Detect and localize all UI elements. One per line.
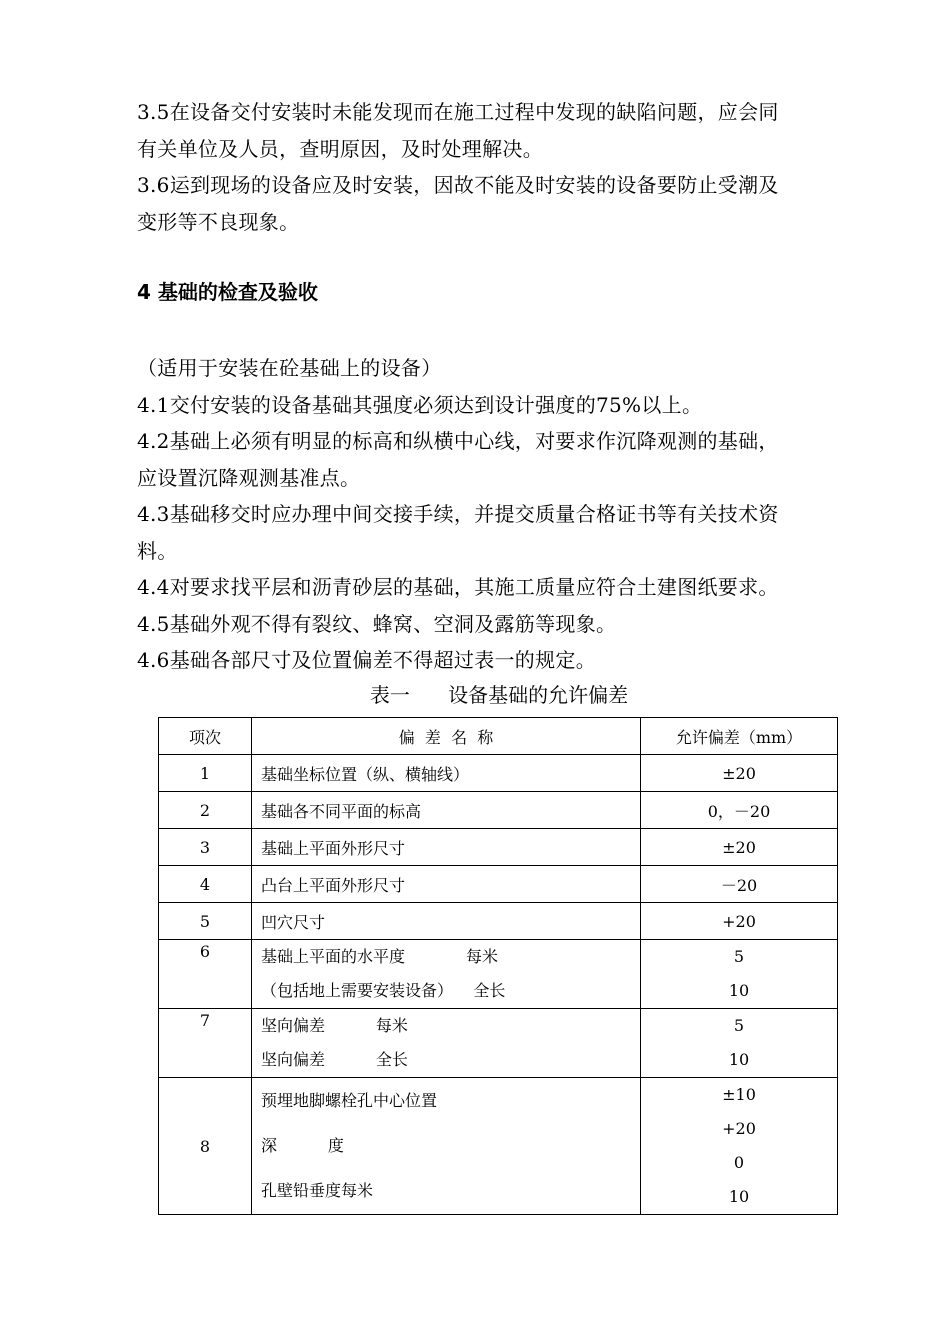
row-name-line: 预埋地脚螺栓孔中心位置 (261, 1091, 438, 1110)
row-name-line: （包括地上需要安装设备） 全长 (261, 981, 506, 1000)
body-line: 4.5基础外观不得有裂纹、蜂窝、空洞及露筋等现象。 (137, 611, 617, 636)
paragraph-line: 有关单位及人员，查明原因，及时处理解决。 (137, 137, 543, 161)
table-row (159, 829, 838, 866)
body-line: 4.6基础各部尺寸及位置偏差不得超过表一的规定。 (137, 648, 597, 672)
row-no: 3 (159, 829, 252, 866)
paragraph-line: 3.5在设备交付安装时未能发现而在施工过程中发现的缺陷问题，应会同 (137, 100, 779, 124)
row-name: 凹穴尺寸 (252, 903, 641, 940)
row-value-line: 5 (733, 1016, 745, 1035)
table-row (159, 1009, 838, 1078)
row-value: +20 (641, 903, 838, 940)
body-line: 4.1交付安装的设备基础其强度必须达到设计强度的75%以上。 (137, 392, 703, 417)
table-row (159, 1078, 838, 1215)
tolerance-table (158, 717, 838, 1215)
row-name-line: 孔壁铅垂度每米 (261, 1181, 374, 1200)
table-row (159, 903, 838, 940)
row-value (641, 940, 838, 1009)
row-value-line: ±10 (722, 1085, 756, 1104)
table-row (159, 940, 838, 1009)
row-no: 6 (159, 940, 252, 1009)
table-caption: 表一 设备基础的允许偏差 (369, 683, 629, 707)
row-name: 基础上平面外形尺寸 (252, 829, 641, 866)
row-value: ±20 (641, 755, 838, 792)
row-no: 4 (159, 866, 252, 903)
table-row (159, 792, 838, 829)
row-value (641, 1009, 838, 1078)
row-no: 7 (159, 1009, 252, 1078)
row-value-line: 0 (733, 1153, 745, 1172)
row-name-line: 坚向偏差 全长 (261, 1050, 408, 1069)
row-value: ±20 (641, 829, 838, 866)
row-value (641, 1078, 838, 1215)
row-name: 基础坐标位置（纵、横轴线） (252, 755, 641, 792)
row-value-line: +20 (722, 1119, 756, 1138)
paragraph-line: 变形等不良现象。 (137, 210, 300, 234)
row-name-line: 深 度 (261, 1136, 344, 1155)
row-no: 5 (159, 903, 252, 940)
row-value-line: 10 (728, 1050, 750, 1069)
paragraph-line: 3.6运到现场的设备应及时安装，因故不能及时安装的设备要防止受潮及 (137, 173, 779, 197)
header-deviation-name: 偏 差 名 称 (252, 718, 641, 755)
row-no: 2 (159, 792, 252, 829)
table-header-row (159, 718, 838, 755)
row-no: 8 (159, 1078, 252, 1215)
row-name: 凸台上平面外形尺寸 (252, 866, 641, 903)
row-value: 0，－20 (641, 792, 838, 829)
body-line: 4.2基础上必须有明显的标高和纵横中心线，对要求作沉降观测的基础， (137, 429, 779, 453)
row-name-line: 坚向偏差 每米 (261, 1016, 408, 1035)
body-line: （适用于安装在砼基础上的设备） (137, 356, 442, 380)
body-line: 4.4对要求找平层和沥青砂层的基础，其施工质量应符合土建图纸要求。 (137, 575, 779, 599)
row-value-line: 10 (728, 1187, 750, 1206)
header-allowed-deviation: 允许偏差（mm） (641, 718, 838, 755)
body-line: 应设置沉降观测基准点。 (137, 465, 361, 490)
paragraph-3-5 (137, 94, 877, 168)
section-body (137, 350, 877, 679)
paragraph-3-6 (137, 167, 877, 241)
body-line: 4.3基础移交时应办理中间交接手续，并提交质量合格证书等有关技术资 (137, 502, 779, 526)
row-value-line: 10 (728, 981, 750, 1000)
row-name-line: 基础上平面的水平度 每米 (261, 947, 499, 966)
header-item-no: 项次 (159, 718, 252, 755)
row-name (252, 1009, 641, 1078)
table-row (159, 755, 838, 792)
body-line: 料。 (137, 538, 178, 563)
row-value-line: 5 (733, 947, 745, 966)
section-heading: 4 基础的检查及验收 (137, 280, 318, 304)
row-value: －20 (641, 866, 838, 903)
row-name (252, 940, 641, 1009)
row-name: 基础各不同平面的标高 (252, 792, 641, 829)
row-no: 1 (159, 755, 252, 792)
row-name (252, 1078, 641, 1215)
table-row (159, 866, 838, 903)
